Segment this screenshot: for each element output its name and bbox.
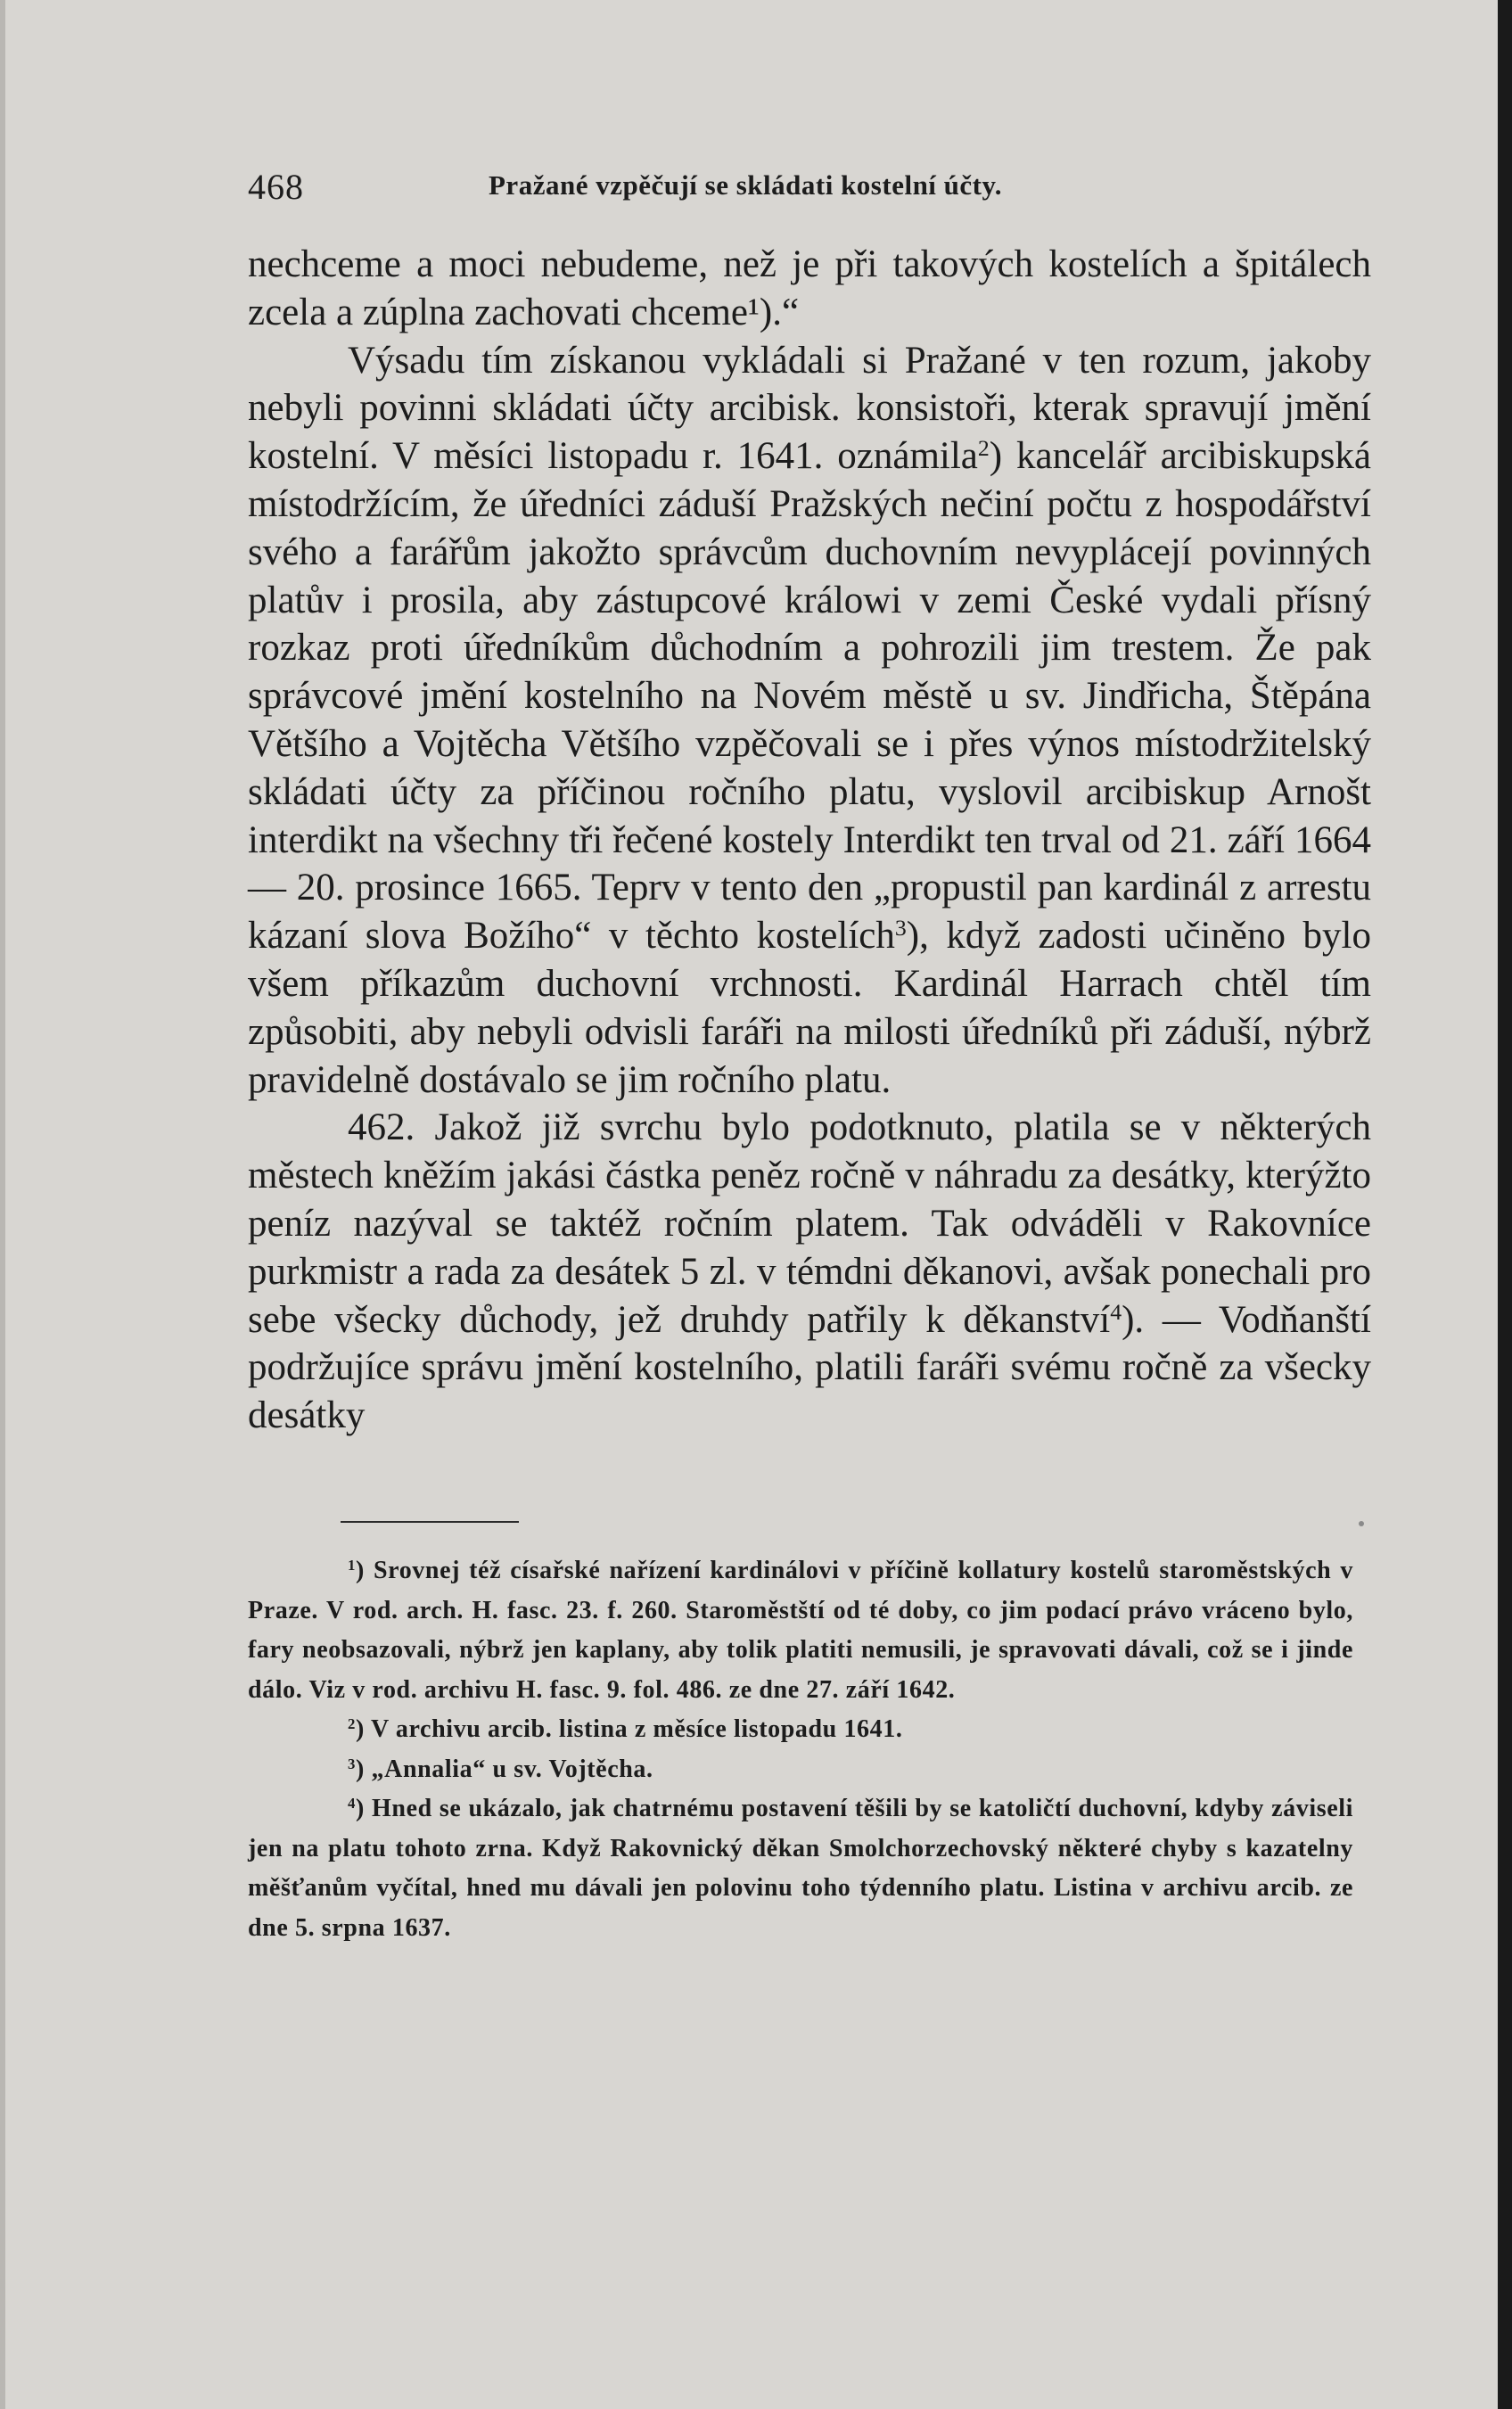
body-text [248,241,1371,1440]
paragraph-text: Výsadu tím získanou vykládali si Pražané v ten rozum, jakoby nebyli povinni skládati účty arcibisk. konsistoři, kterak spravují jmění kostelní. V měsíci listopadu r. 1641. oznámila [248,339,1371,478]
page-number: 468 [248,167,304,207]
paragraph [248,337,1371,1105]
footnote-text: ) „Annalia“ u sv. Vojtěcha. [356,1755,653,1783]
paragraph-text: ) kancelář arcibiskupská místodržícím, že úředníci záduší Pražských nečiní počtu z hospodářství svého a farářům jakožto správcům duchovním nevyplácejí povinných platův i prosila, aby zástupcové králowi v zemi České vydali přísný rozkaz proti úředníkům důchodním a pohrozili jim trestem. Že pak správcové jmění kostelního na Novém městě u sv. Jindřicha, Štěpána Většího a Vojtěcha Většího vzpěčovali se i přes výnos místodržitelský skládati účty za příčinou ročního platu, vyslovil arcibiskup Arnošt interdikt na všechny tři řečené kostely Interdikt ten trval od 21. září 1664 — 20. prosince 1665. Teprv v tento den „propustil pan kardinál z arrestu kázaní slova Božího“ v těchto kostelích [248,435,1372,958]
footnote-ref: 2 [977,435,990,461]
page-header [248,159,1371,212]
footnote-ref: 3 [894,914,907,941]
footnote-mark: 4 [348,1794,356,1812]
footnote-text: ) Srovnej též císařské nařízení kardinálovi v příčině kollatury kostelů staroměstských v Praze. V rod. arch. H. fasc. 23. f. 260. Staroměstští od té doby, co jim podací právo vráceno bylo, fary neobsazovali, nýbrž jen kaplany, aby tolik platiti nemusili, je spravovati dávali, což se i jinde dálo. Viz v rod. archivu H. fasc. 9. fol. 486. ze dne 27. září 1642. [248,1557,1353,1704]
paragraph-text: 462. Jakož již svrchu bylo podotknuto, platila se v některých městech kněžím jakási částka peněz ročně v náhradu za desátky, kterýžto peníz nazýval se taktéž ročním platem. Tak odváděli v Rakovníce purkmistr a rada za desátek 5 zl. v témdni děkanovi, avšak ponechali pro sebe všecky důchody, jež druhdy patřily k děkanství [248,1106,1371,1341]
footnote-text: ) V archivu arcib. listina z měsíce listopadu 1641. [356,1715,903,1743]
footnote-mark: 3 [348,1755,356,1772]
footnote-text: ) Hned se ukázalo, jak chatrnému postavení těšili by se katoličtí duchovní, kdyby záviseli jen na platu tohoto zrna. Když Rakovnický děkan Smolchorzechovský některé chyby s kazatelny měšťanům vyčítal, hned mu dávali jen polovinu toho týdenního platu. Listina v archivu arcib. ze dne 5. srpna 1637. [248,1795,1353,1942]
paragraph-text: ), když zadosti učiněno bylo všem příkazům duchovní vrchnosti. Kardinál Harrach chtěl tím způsobiti, aby nebyli odvisli faráři na milosti úředníků při záduší, nýbrž pravidelně dostávalo se jim ročního platu. [248,915,1371,1101]
footnote [248,1710,1353,1750]
paragraph-text: ). — Vodňanští podržujíce správu jmění kostelního, platili faráři svému ročně za všecky desátky [248,1298,1371,1437]
paragraph-462 [248,1104,1371,1440]
footnote-mark: 2 [348,1714,356,1732]
page-right-edge [1498,0,1512,2409]
footnote [248,1789,1353,1948]
speck [1359,1521,1364,1526]
running-head: Pražané vzpěčují se skládati kostelní účty. [489,169,1003,201]
page-left-edge [0,0,5,2409]
footnote-mark: 1 [348,1556,356,1574]
footnote [248,1750,1353,1790]
footnote-ref: 4 [1110,1298,1122,1325]
footnote [248,1551,1353,1710]
paragraph-continuation: nechceme a moci nebudeme, než je při takových kostelích a špitálech zcela a zúplna zachovati chceme¹).“ [248,243,1371,333]
footnote-separator [341,1521,519,1523]
footnotes [248,1551,1353,1948]
